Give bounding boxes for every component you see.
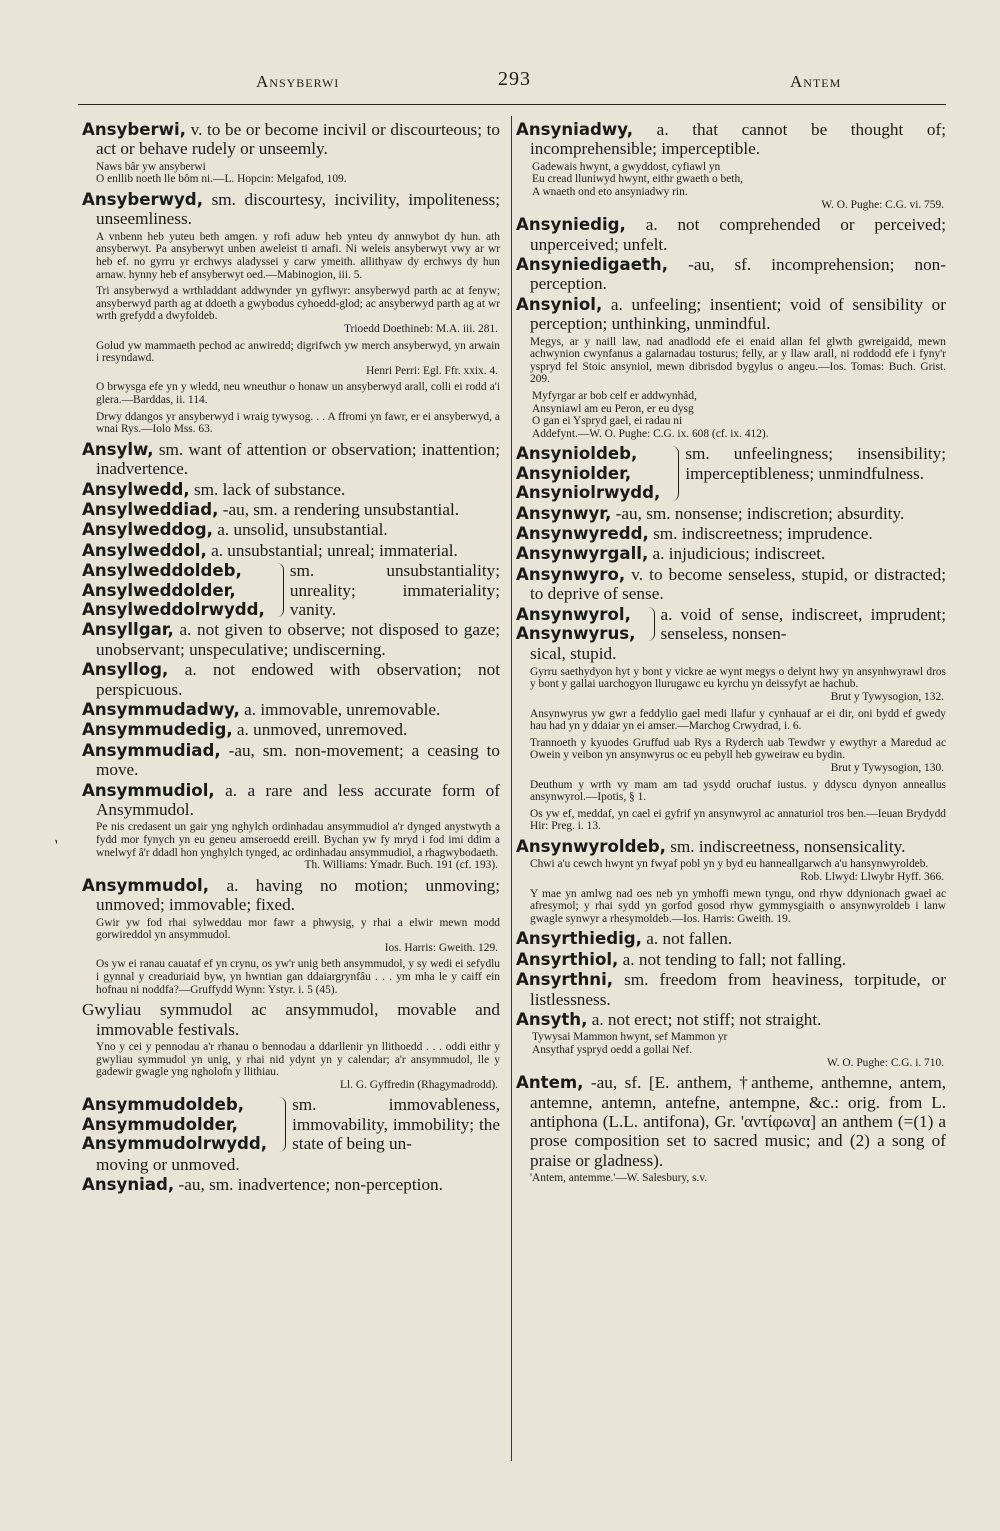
headword: Ansyniedig, (516, 215, 626, 235)
citation-text: Tywysai Mammon hwynt, sef Mammon yr Ansythaf yspryd oedd a gollai Nef. (532, 1031, 728, 1056)
citation (82, 958, 500, 996)
definition: sm. unfeelingness; insensibility; imperceptibleness; unmindfulness. (685, 444, 946, 483)
headword: Ansymmudadwy, (82, 700, 240, 719)
definition: -au, sm. a rendering unsubstantial. (218, 499, 460, 519)
citation (516, 666, 946, 704)
running-head-left: Ansyberwi (256, 72, 340, 91)
headword: Ansynwyrol, (516, 604, 631, 624)
dictionary-entry (82, 480, 500, 499)
citation (516, 779, 946, 804)
headword: Ansymmudolrwydd, (82, 1134, 268, 1154)
headword: Ansylwedd, (82, 479, 190, 499)
headword: Ansymmudedig, (82, 720, 233, 740)
headword-group (516, 605, 636, 644)
citation-text: Myfyrgar ar bob celf er addwynhâd, Ansyniawl am eu Peron, er eu dysg O gan ei Yspryd gael, ei radau ni Addefynt.—W. O. Pughe: C.G. ix. 608 (cf. ix. 412). (532, 390, 769, 440)
definition: a. not comprehended or perceived; unperceived; unfelt. (530, 215, 946, 254)
definition: -au, sm. nonsense; indiscretion; absurdity. (611, 503, 905, 523)
citation-text: Gwir yw fod rhai sylweddau mor fawr a phwysig, y rhai a elwir mewn modd gorwireddol yn ansymmudol. (96, 916, 500, 942)
dictionary-entry (516, 120, 946, 159)
headword: Ansylweddolrwydd, (82, 599, 265, 619)
citation-source: Th. Williams: Ymadr. Buch. 191 (cf. 193). (304, 859, 498, 872)
headword-group (516, 444, 660, 502)
dictionary-entry (516, 1010, 946, 1029)
citation-text: Gadewais hwynt, a gwyddost, cyfiawl yn Eu cread lluniwyd hwynt, eithr gwaeth o beth, A wnaeth ond eto ansyniadwy rin. (532, 160, 743, 198)
citation-text: 'Antem, antemme.'—W. Salesbury, s.v. (530, 1172, 708, 1185)
citation-text: O brwysga efe yn y wledd, neu wneuthur o honaw un ansyberwyd arall, colli ei rodd a'i glera.—Barddas, ii. 114. (96, 381, 500, 406)
headword: Ansyllog, (82, 660, 169, 680)
headword: Ansyniedigaeth, (516, 255, 669, 274)
definition: a. immovable, unremovable. (239, 700, 441, 719)
dictionary-entry (82, 120, 500, 159)
citation (82, 340, 500, 378)
citation (516, 708, 946, 733)
column-divider (511, 116, 512, 1461)
headword-group (82, 1095, 267, 1153)
grouped-entry-row (82, 561, 500, 619)
definition: a. unmoved, unremoved. (232, 720, 408, 740)
dictionary-entry (82, 1000, 500, 1039)
citation (82, 821, 500, 871)
headword: Ansynwyredd, (516, 524, 649, 543)
dictionary-entry (82, 660, 500, 699)
right-column (516, 120, 946, 1189)
citation (82, 231, 500, 281)
headword: Ansyniadwy, (516, 120, 634, 139)
headword: Ansyrthni, (516, 970, 614, 990)
dictionary-entry (82, 440, 500, 479)
citation-text: Naws bâr yw ansyberwi O enllib noeth lle bôm ni.—L. Hopcin: Melgafod, 109. (96, 160, 347, 186)
headword: Ansyniol, (516, 294, 603, 314)
headword: Ansyniolder, (516, 463, 632, 483)
citation-text: Megys, ar y naill law, nad anadlodd efe ei enaid allan fel glwth gwreigaidd, mewn achwynion cwynfanus a galarnadau tosturus; felly, ar y llaw arall, ni roddodd efe i fyny'r yspryd fel Stoic ansyniol, mewn dibrisdod bygylus o angeu.—Ios. Tomas: Buch. Grist. 209. (530, 335, 946, 386)
citation (516, 858, 946, 883)
citation-text: Trannoeth y kyuodes Gruffud uab Rys a Ryderch uab Tewdwr y ewythyr a Maredud ac Owein y veibon yn ansynwyrus oc eu pebyll heb gyweiraw eu bydin. (530, 736, 946, 762)
brace (273, 563, 284, 617)
definition: sm. indiscreetness; imprudence. (648, 524, 873, 543)
definition: -au, sf. incomprehension; non-perception. (530, 255, 946, 294)
definition: a. unsolid, unsubstantial. (212, 520, 388, 540)
citation-text: Pe nis credasent un gair yng nghylch ordinhadau ansymmudiol a'r dynged anystwyth a fydd mor fynych yn eu geneu amseroedd ereill. Bychan yw fy mryd i fod imi ddim a wnelwyf â'r ddadl hon ynghylch tynged, ac ordinhadau ansymmudiol, a rhagwybodaeth. (96, 821, 500, 859)
definition: sm. lack of substance. (189, 479, 346, 499)
dictionary-entry (516, 295, 946, 334)
dictionary-entry (516, 1073, 946, 1170)
headword: Ansylweddog, (82, 520, 213, 540)
citation-source: Ios. Harris: Gweith. 129. (384, 941, 498, 954)
definition-continuation: sical, stupid. (530, 644, 617, 664)
citation-source: Rob. Llwyd: Llwybr Hyff. 366. (800, 870, 944, 883)
dictionary-entry (82, 720, 500, 739)
dictionary-entry (82, 620, 500, 659)
citation-source: Henri Perri: Egl. Ffr. xxix. 4. (366, 364, 498, 377)
citation-text: Os yw ei ranau cauataf ef yn crynu, os yw'r unig beth ansymmudol, y sy wedi ei sefydlu i gynnal y creaduriaid byw, yn hwntian gan ddaiargrynfâu . . . ym mha le y caiff ein hofnau ni noddfa?—Gruffydd Wynn: Ystyr. i. 5 (45). (96, 958, 500, 996)
citation-text: Tri ansyberwyd a wrthladdant addwynder yn gyflwyr: ansyberwyd parth ac at fenyw; ansyberwyd parth ag at ddoeth a gwybodus cyhoedd-glod; ac ansyberwyd parth ag at wr wrth grefydd a dwyfoldeb. (96, 285, 500, 323)
headword: Ansynwyro, (516, 564, 626, 584)
citation (516, 336, 946, 386)
definition: a. unsubstantial; unreal; immaterial. (206, 540, 458, 560)
headword: Ansyniolrwydd, (516, 483, 661, 503)
definition: sm. freedom from heaviness, torpitude, or listlessness. (530, 970, 946, 1009)
citation (82, 381, 500, 406)
definition: sm. immovableness, immovability, immobility; the state of being un- (292, 1095, 500, 1154)
definition: sm. discourtesy, incivility, impoliteness; unseemliness. (96, 190, 500, 229)
citation (516, 808, 946, 833)
margin-check-mark: ` (45, 836, 62, 857)
headword: Ansyth, (516, 1009, 588, 1029)
headword: Ansyrthiol, (516, 949, 619, 969)
definition: a. void of sense, indiscreet, imprudent; senseless, nonsen- (660, 604, 946, 644)
definition: a. not given to observe; not disposed to gaze; unobservant; unspeculative; undiscerning. (96, 620, 500, 659)
dictionary-entry (516, 504, 946, 523)
headword: Ansylweddolder, (82, 580, 236, 600)
headword: Ansyllgar, (82, 620, 174, 640)
grouped-entry-row (516, 605, 946, 644)
headword: Ansyrthiedig, (516, 929, 642, 949)
citation-source: Brut y Tywysogion, 130. (830, 762, 944, 774)
citation (82, 917, 500, 955)
citation (82, 1041, 500, 1091)
definition: v. to become senseless, stupid, or distracted; to deprive of sense. (530, 564, 946, 604)
dictionary-entry (516, 524, 946, 543)
citation-text: A vnbenn heb yuteu beth amgen. y rofi aduw heb ynteu dy annwybot dy hun. ath ansyberwyt. Pa ansyberwyt unben aweleist ti arnafi. Ni weleis ansyberwyt vwy ar wr heb ef. no gyrru yr erchwys aladyssei y carw ymeith. allithyaw dy erchwys dy hun arnaw. hynny heb ef ansyberwyt oed.—Mabinogion, iii. 5. (96, 230, 500, 281)
definition: sm. want of attention or observation; inattention; inadvertence. (96, 439, 500, 479)
grouped-entry (82, 1095, 500, 1174)
citation-text: Yno y cei y pennodau a'r rhanau o bennodau a ddarllenir yn llithoedd . . . oddi eithr y gwyliau symmudol yn unig, y rhai nid ydynt yn y calendar; a'r ansymmudol, lle y gadewir gwagle yng ngholofn y llithiau. (96, 1041, 500, 1079)
definition: sm. indiscreetness, nonsensicality. (665, 836, 906, 856)
citation (82, 411, 500, 436)
dictionary-entry (82, 781, 500, 820)
definition: a. not fallen. (641, 929, 733, 949)
grouped-entry (516, 444, 946, 502)
dictionary-entry (82, 741, 500, 780)
dictionary-entry (82, 541, 500, 560)
dictionary-entry (516, 565, 946, 604)
citation-text: Golud yw mammaeth pechod ac anwiredd; digrifwch yw merch ansyberwyd, yn arwain i resyndawd. (96, 339, 500, 365)
definition: sm. unsubstantiality; unreality; immateriality; vanity. (289, 561, 500, 619)
citation-source: Ll. G. Gyffredin (Rhagymadrodd). (340, 1078, 498, 1091)
dictionary-entry (516, 544, 946, 563)
running-head (78, 66, 946, 96)
headword: Ansymmudoldeb, (82, 1095, 245, 1115)
grouped-entry-row (82, 1095, 500, 1153)
citation (82, 285, 500, 335)
dictionary-entry (516, 970, 946, 1009)
definition: -au, sm. non-movement; a ceasing to move. (96, 740, 500, 780)
definition-continuation: moving or unmoved. (96, 1154, 240, 1174)
citation-text: Y mae yn amlwg nad oes neb yn ymhoffi mewn tyngu, ond rhyw ddynionach gwael ac afresymol; y rhai sydd yn gorfod gosod rhyw gymmysgiaith o ansynwyroldeb i lanw gwagle synwyr a rhesymoldeb.—Ios. Harris: Gweith. 19. (530, 887, 946, 925)
brace (668, 446, 679, 500)
brace (644, 607, 655, 642)
dictionary-entry (516, 950, 946, 969)
definition: a. injudicious; indiscreet. (648, 544, 826, 564)
headword: Ansymmudol, (82, 875, 210, 895)
definition: Gwyliau symmudol ac ansymmudol, movable and immovable festivals. (82, 1000, 500, 1039)
dictionary-entry (82, 500, 500, 519)
definition: a. not erect; not stiff; not straight. (587, 1009, 822, 1029)
dictionary-entry (82, 876, 500, 915)
headword: Ansynioldeb, (516, 444, 638, 464)
headword-group (82, 561, 265, 619)
grouped-entry (516, 605, 946, 664)
citation-text: Chwi a'u cewch hwynt yn fwyaf pobl yn y byd eu hanneallgarwch a'u hansynwyroldeb. (530, 858, 929, 871)
headword: Ansynwyrgall, (516, 544, 649, 564)
dictionary-entry (82, 700, 500, 719)
brace (275, 1097, 286, 1151)
citation-text: Deuthum y wrth vy mam am tad ysydd oruchaf iustus. y ddyscu dynyon anneallus ansynwyrol.—Ipotis, § 1. (530, 778, 946, 804)
definition: a. unfeeling; insentient; void of sensibility or perception; unthinking, unmindful. (530, 294, 946, 334)
citation (516, 888, 946, 926)
dictionary-entry (516, 837, 946, 856)
citation-text: Os yw ef, meddaf, yn cael ei gyfrif yn ansynwyrol ac annaturiol tros ben.—Ieuan Brydydd Hir: Preg. i. 13. (530, 807, 946, 833)
running-head-right: Antem (790, 72, 842, 91)
dictionary-entry (82, 1175, 500, 1194)
definition: a. having no motion; unmoving; unmoved; immovable; fixed. (96, 875, 500, 915)
citation (516, 390, 946, 440)
headword: Ansyberwyd, (82, 190, 203, 209)
headword: Ansylweddol, (82, 540, 207, 560)
page-number: 293 (498, 68, 531, 90)
grouped-entry (82, 561, 500, 619)
citation (516, 1031, 946, 1069)
headword: Ansymmudiol, (82, 780, 215, 800)
dictionary-entry (82, 520, 500, 539)
citation-text: Ansynwyrus yw gwr a feddylio gael medi llafur y cynhauaf ar ei dir, oni bydd ef gwedy hau had yn y ddaiar yn ei amser.—Marchog Crwydrad, i. 6. (530, 707, 946, 733)
citation (82, 161, 500, 186)
definition: a. not tending to fall; not falling. (618, 949, 847, 969)
citation-source: W. O. Pughe: C.G. i. 710. (827, 1056, 944, 1069)
definition: a. a rare and less accurate form of Ansymmudol. (96, 780, 500, 820)
headword: Ansynwyrus, (516, 624, 636, 644)
citation-source: W. O. Pughe: C.G. vi. 759. (821, 198, 944, 211)
definition: -au, sf. [E. anthem, †antheme, anthemne, antem, antemne, antemn, antefne, antempne, &c.: orig. from L. antiphona (L.L. antifona), Gr. 'αντίφωνα] an anthem (=(1) a prose composition set to sacred music; and (2) a song of praise or gladness). (530, 1073, 946, 1170)
headword: Ansyberwi, (82, 120, 186, 139)
dictionary-entry (516, 255, 946, 294)
dictionary-entry (516, 215, 946, 254)
headword: Ansymmudolder, (82, 1114, 238, 1134)
headword: Ansynwyr, (516, 503, 612, 523)
citation-source: Brut y Tywysogion, 132. (830, 691, 944, 704)
left-column (82, 120, 500, 1195)
definition: v. to be or become incivil or discourteous; to act or behave rudely or unseemly. (96, 120, 500, 159)
headword: Ansylw, (82, 439, 154, 459)
header-rule (78, 104, 946, 105)
headword: Antem, (516, 1073, 584, 1093)
dictionary-entry (82, 190, 500, 229)
definition: -au, sm. inadvertence; non-perception. (174, 1175, 443, 1194)
citation-text: Drwy ddangos yr ansyberwyd i wraig tywysog. . . A ffromi yn fawr, er ei ansyberwyd, a wnai Rys.—Iolo Mss. 63. (96, 410, 500, 436)
definition: a. not endowed with observation; not perspicuous. (96, 660, 500, 699)
citation-text: Gyrru saethydyon hyt y bont y vickre ae wynt megys o delynt hwy yn ansynhwyrawl dros y bont y gallai uarchogyon llurugawc eu kyrchu yn deissyfyt ae hachub. (530, 665, 946, 691)
headword: Ansylweddoldeb, (82, 561, 242, 581)
definition: a. that cannot be thought of; incomprehensible; imperceptible. (530, 120, 946, 159)
headword: Ansylweddiad, (82, 499, 219, 519)
grouped-entry-row (516, 444, 946, 502)
headword: Ansynwyroldeb, (516, 836, 666, 856)
citation (516, 737, 946, 775)
dictionary-entry (516, 929, 946, 948)
citation (516, 161, 946, 211)
citation (516, 1172, 946, 1185)
citation-source: Trioedd Doethineb: M.A. iii. 281. (344, 322, 498, 335)
headword: Ansyniad, (82, 1175, 175, 1194)
headword: Ansymmudiad, (82, 740, 221, 760)
